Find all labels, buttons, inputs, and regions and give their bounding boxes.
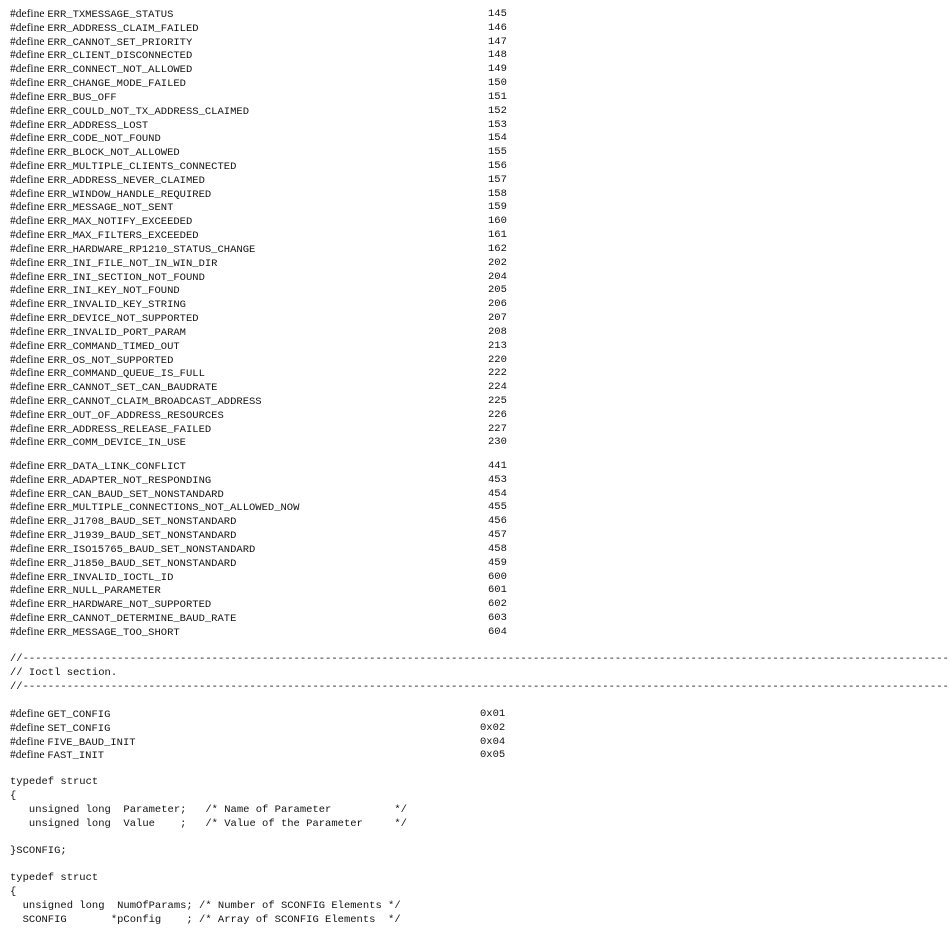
- define-name: ERR_BLOCK_NOT_ALLOWED: [47, 147, 180, 159]
- define-line: [10, 366, 507, 380]
- define-line: [10, 500, 507, 514]
- define-keyword: #define: [10, 49, 45, 61]
- define-value: 602: [488, 598, 507, 610]
- define-keyword: #define: [10, 736, 45, 748]
- define-line: [10, 735, 506, 749]
- define-keyword: #define: [10, 340, 45, 352]
- define-line: [10, 556, 507, 570]
- define-value: 157: [488, 174, 507, 186]
- define-keyword: #define: [10, 529, 45, 541]
- define-name: ERR_COULD_NOT_TX_ADDRESS_CLAIMED: [47, 106, 249, 118]
- define-value: 205: [488, 284, 507, 296]
- define-line: [10, 159, 507, 173]
- define-name: ERR_HARDWARE_RP1210_STATUS_CHANGE: [47, 244, 256, 256]
- define-name: ERR_ADAPTER_NOT_RESPONDING: [47, 475, 212, 487]
- define-keyword: #define: [10, 584, 45, 596]
- define-line: [10, 270, 507, 284]
- define-name: FIVE_BAUD_INIT: [47, 737, 136, 749]
- define-line: [10, 200, 507, 214]
- define-name: ERR_INI_KEY_NOT_FOUND: [47, 285, 180, 297]
- define-name: ERR_WINDOW_HANDLE_REQUIRED: [47, 189, 212, 201]
- define-line: [10, 625, 507, 639]
- define-name: ERR_CAN_BAUD_SET_NONSTANDARD: [47, 489, 224, 501]
- section-divider: //---------------------------------------------------------------------------------------------------------------------------------------------------: [10, 653, 949, 665]
- define-name: ERR_DATA_LINK_CONFLICT: [47, 461, 186, 473]
- define-keyword: #define: [10, 626, 45, 638]
- define-line: [10, 76, 507, 90]
- define-value: 149: [488, 63, 507, 75]
- define-line: [10, 283, 507, 297]
- define-value: 453: [488, 474, 507, 486]
- define-keyword: #define: [10, 188, 45, 200]
- define-keyword: #define: [10, 460, 45, 472]
- define-name: ERR_CONNECT_NOT_ALLOWED: [47, 64, 193, 76]
- define-keyword: #define: [10, 571, 45, 583]
- section-divider: //---------------------------------------------------------------------------------------------------------------------------------------------------: [10, 681, 949, 693]
- define-name: ERR_OS_NOT_SUPPORTED: [47, 355, 174, 367]
- define-keyword: #define: [10, 488, 45, 500]
- define-name: ERR_INVALID_KEY_STRING: [47, 299, 186, 311]
- define-keyword: #define: [10, 312, 45, 324]
- define-value: 213: [488, 340, 507, 352]
- define-keyword: #define: [10, 612, 45, 624]
- define-line: [10, 528, 507, 542]
- define-value: 456: [488, 515, 507, 527]
- define-value: 208: [488, 326, 507, 338]
- define-keyword: #define: [10, 77, 45, 89]
- define-line: [10, 353, 507, 367]
- define-value: 603: [488, 612, 507, 624]
- define-line: [10, 570, 507, 584]
- define-name: ERR_ADDRESS_LOST: [47, 120, 149, 132]
- define-name: ERR_MESSAGE_NOT_SENT: [47, 202, 174, 214]
- define-name: ERR_INI_SECTION_NOT_FOUND: [47, 272, 205, 284]
- define-value: 0x04: [480, 736, 506, 748]
- define-line: [10, 173, 507, 187]
- define-name: ERR_MULTIPLE_CONNECTIONS_NOT_ALLOWED_NOW: [47, 502, 300, 514]
- define-keyword: #define: [10, 708, 45, 720]
- define-keyword: #define: [10, 722, 45, 734]
- define-line: [10, 48, 507, 62]
- define-value: 604: [488, 626, 507, 638]
- define-line: [10, 325, 507, 339]
- define-name: ERR_INVALID_IOCTL_ID: [47, 572, 174, 584]
- define-keyword: #define: [10, 436, 45, 448]
- define-line: [10, 514, 507, 528]
- define-value: 459: [488, 557, 507, 569]
- define-line: [10, 707, 506, 721]
- struct-member: unsigned long NumOfParams; /* Number of SCONFIG Elements */: [10, 900, 401, 912]
- define-keyword: #define: [10, 243, 45, 255]
- define-keyword: #define: [10, 423, 45, 435]
- define-line: [10, 242, 507, 256]
- define-name: ERR_MULTIPLE_CLIENTS_CONNECTED: [47, 161, 237, 173]
- define-name: ERR_ADDRESS_RELEASE_FAILED: [47, 424, 212, 436]
- brace-open: {: [10, 886, 17, 898]
- define-line: [10, 394, 507, 408]
- define-name: ERR_MAX_FILTERS_EXCEEDED: [47, 230, 199, 242]
- define-name: ERR_ISO15765_BAUD_SET_NONSTANDARD: [47, 544, 256, 556]
- define-line: [10, 748, 506, 762]
- define-line: [10, 311, 507, 325]
- define-value: 148: [488, 49, 507, 61]
- define-keyword: #define: [10, 381, 45, 393]
- define-line: [10, 583, 507, 597]
- define-line: [10, 7, 507, 21]
- struct-member: SCONFIG *pConfig ; /* Array of SCONFIG Elements */: [10, 914, 401, 926]
- define-line: [10, 408, 507, 422]
- define-name: ERR_ADDRESS_NEVER_CLAIMED: [47, 175, 205, 187]
- define-name: ERR_J1939_BAUD_SET_NONSTANDARD: [47, 530, 237, 542]
- struct-member: unsigned long Parameter; /* Name of Parameter */: [10, 804, 407, 816]
- define-line: [10, 214, 507, 228]
- define-keyword: #define: [10, 409, 45, 421]
- section-comment: // Ioctl section.: [10, 667, 118, 679]
- define-keyword: #define: [10, 298, 45, 310]
- define-name: ERR_TXMESSAGE_STATUS: [47, 9, 174, 21]
- define-keyword: #define: [10, 119, 45, 131]
- define-keyword: #define: [10, 543, 45, 555]
- define-value: 156: [488, 160, 507, 172]
- define-line: [10, 459, 507, 473]
- define-value: 220: [488, 354, 507, 366]
- define-value: 225: [488, 395, 507, 407]
- define-value: 147: [488, 36, 507, 48]
- define-keyword: #define: [10, 257, 45, 269]
- define-name: ERR_DEVICE_NOT_SUPPORTED: [47, 313, 199, 325]
- define-value: 145: [488, 8, 507, 20]
- define-value: 150: [488, 77, 507, 89]
- define-line: [10, 131, 507, 145]
- define-line: [10, 62, 507, 76]
- define-line: [10, 145, 507, 159]
- define-line: [10, 118, 507, 132]
- define-value: 0x05: [480, 749, 506, 761]
- define-name: ERR_INVALID_PORT_PARAM: [47, 327, 186, 339]
- define-keyword: #define: [10, 36, 45, 48]
- define-keyword: #define: [10, 284, 45, 296]
- define-keyword: #define: [10, 367, 45, 379]
- define-keyword: #define: [10, 201, 45, 213]
- define-value: 158: [488, 188, 507, 200]
- define-name: ERR_CANNOT_SET_CAN_BAUDRATE: [47, 382, 218, 394]
- define-keyword: #define: [10, 8, 45, 20]
- define-keyword: #define: [10, 271, 45, 283]
- typedef-line: typedef struct: [10, 776, 99, 788]
- define-keyword: #define: [10, 501, 45, 513]
- define-value: 207: [488, 312, 507, 324]
- define-value: 0x01: [480, 708, 506, 720]
- define-line: [10, 380, 507, 394]
- define-line: [10, 104, 507, 118]
- define-name: ERR_J1708_BAUD_SET_NONSTANDARD: [47, 516, 237, 528]
- define-keyword: #define: [10, 326, 45, 338]
- define-value: 204: [488, 271, 507, 283]
- define-keyword: #define: [10, 354, 45, 366]
- define-line: [10, 339, 507, 353]
- define-value: 151: [488, 91, 507, 103]
- define-keyword: #define: [10, 22, 45, 34]
- define-line: [10, 721, 506, 735]
- define-line: [10, 473, 507, 487]
- define-line: [10, 297, 507, 311]
- define-keyword: #define: [10, 557, 45, 569]
- define-keyword: #define: [10, 174, 45, 186]
- define-line: [10, 597, 507, 611]
- define-name: ERR_CANNOT_CLAIM_BROADCAST_ADDRESS: [47, 396, 262, 408]
- typedef-line: typedef struct: [10, 872, 99, 884]
- define-value: 454: [488, 488, 507, 500]
- define-name: GET_CONFIG: [47, 709, 111, 721]
- define-line: [10, 611, 507, 625]
- define-value: 160: [488, 215, 507, 227]
- define-value: 227: [488, 423, 507, 435]
- define-keyword: #define: [10, 515, 45, 527]
- define-value: 146: [488, 22, 507, 34]
- define-value: 226: [488, 409, 507, 421]
- define-line: [10, 542, 507, 556]
- define-name: SET_CONFIG: [47, 723, 111, 735]
- brace-open: {: [10, 790, 17, 802]
- define-name: ERR_HARDWARE_NOT_SUPPORTED: [47, 599, 212, 611]
- define-value: 230: [488, 436, 507, 448]
- define-line: [10, 187, 507, 201]
- define-value: 222: [488, 367, 507, 379]
- define-name: ERR_COMMAND_QUEUE_IS_FULL: [47, 368, 205, 380]
- define-value: 153: [488, 119, 507, 131]
- define-name: FAST_INIT: [47, 750, 105, 762]
- define-value: 152: [488, 105, 507, 117]
- define-value: 455: [488, 501, 507, 513]
- define-line: [10, 35, 507, 49]
- define-line: [10, 256, 507, 270]
- struct-close: }SCONFIG;: [10, 845, 67, 857]
- define-name: ERR_CLIENT_DISCONNECTED: [47, 50, 193, 62]
- define-keyword: #define: [10, 160, 45, 172]
- define-keyword: #define: [10, 474, 45, 486]
- define-line: [10, 21, 507, 35]
- struct-member: unsigned long Value ; /* Value of the Parameter */: [10, 818, 407, 830]
- define-name: ERR_MAX_NOTIFY_EXCEEDED: [47, 216, 193, 228]
- define-keyword: #define: [10, 63, 45, 75]
- define-name: ERR_CANNOT_DETERMINE_BAUD_RATE: [47, 613, 237, 625]
- define-value: 457: [488, 529, 507, 541]
- define-value: 224: [488, 381, 507, 393]
- define-value: 0x02: [480, 722, 506, 734]
- define-name: ERR_CANNOT_SET_PRIORITY: [47, 37, 193, 49]
- define-line: [10, 435, 507, 449]
- define-keyword: #define: [10, 132, 45, 144]
- define-line: [10, 90, 507, 104]
- define-name: ERR_NULL_PARAMETER: [47, 585, 161, 597]
- define-keyword: #define: [10, 229, 45, 241]
- define-name: ERR_BUS_OFF: [47, 92, 117, 104]
- define-name: ERR_COMM_DEVICE_IN_USE: [47, 437, 186, 449]
- define-line: [10, 422, 507, 436]
- define-value: 206: [488, 298, 507, 310]
- define-name: ERR_J1850_BAUD_SET_NONSTANDARD: [47, 558, 237, 570]
- define-line: [10, 487, 507, 501]
- define-value: 154: [488, 132, 507, 144]
- define-name: ERR_MESSAGE_TOO_SHORT: [47, 627, 180, 639]
- define-name: ERR_INI_FILE_NOT_IN_WIN_DIR: [47, 258, 218, 270]
- define-value: 600: [488, 571, 507, 583]
- define-name: ERR_CODE_NOT_FOUND: [47, 133, 161, 145]
- define-line: [10, 228, 507, 242]
- define-value: 159: [488, 201, 507, 213]
- define-value: 202: [488, 257, 507, 269]
- define-value: 458: [488, 543, 507, 555]
- define-keyword: #define: [10, 146, 45, 158]
- define-keyword: #define: [10, 105, 45, 117]
- define-name: ERR_COMMAND_TIMED_OUT: [47, 341, 180, 353]
- define-name: ERR_ADDRESS_CLAIM_FAILED: [47, 23, 199, 35]
- define-value: 441: [488, 460, 507, 472]
- define-value: 155: [488, 146, 507, 158]
- define-keyword: #define: [10, 598, 45, 610]
- define-keyword: #define: [10, 749, 45, 761]
- define-name: ERR_OUT_OF_ADDRESS_RESOURCES: [47, 410, 224, 422]
- define-value: 161: [488, 229, 507, 241]
- define-name: ERR_CHANGE_MODE_FAILED: [47, 78, 186, 90]
- define-value: 601: [488, 584, 507, 596]
- define-value: 162: [488, 243, 507, 255]
- define-keyword: #define: [10, 91, 45, 103]
- define-keyword: #define: [10, 395, 45, 407]
- define-keyword: #define: [10, 215, 45, 227]
